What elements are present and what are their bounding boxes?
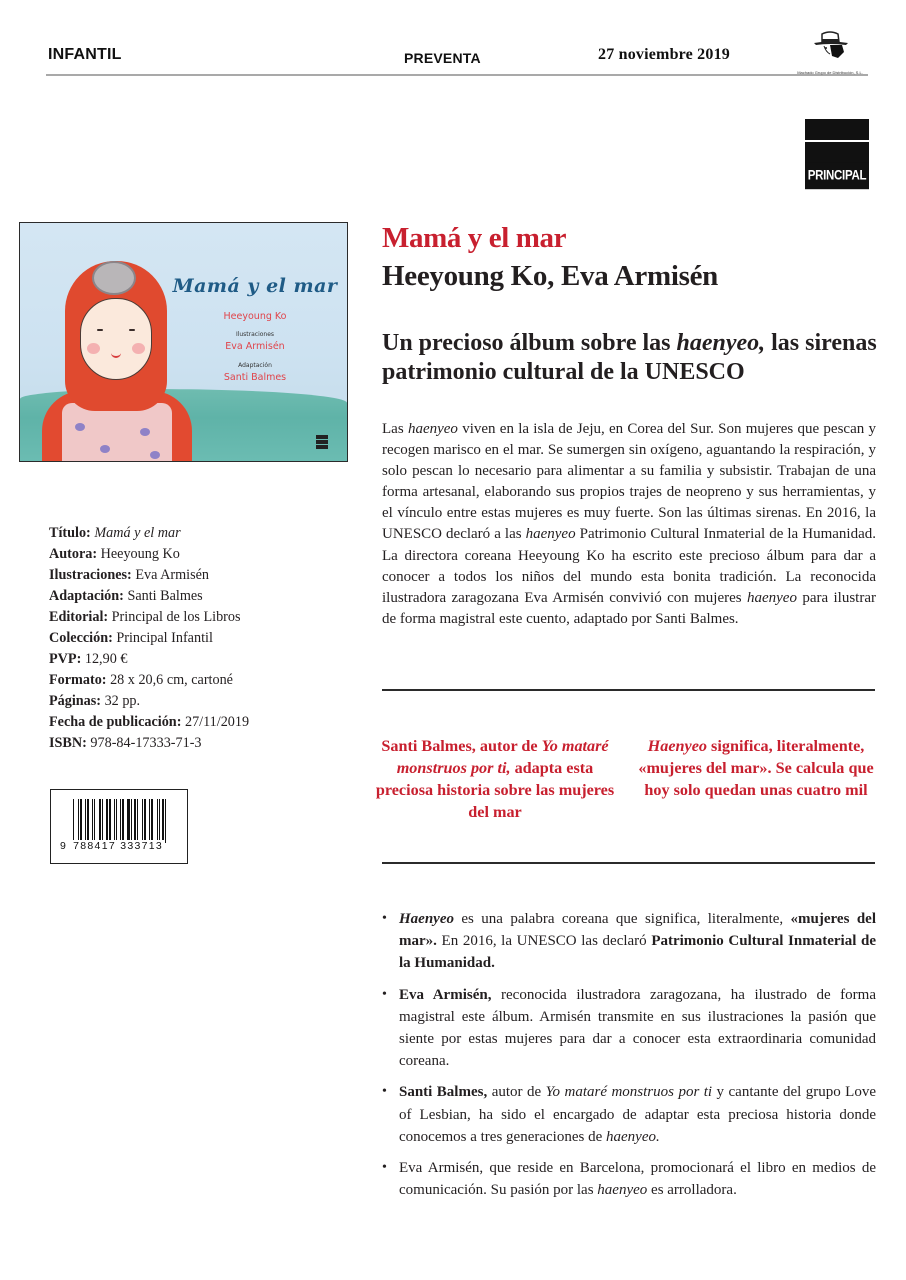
sheet-value: 28 x 20,6 cm, cartoné	[110, 672, 233, 688]
subtitle-headline	[382, 329, 882, 387]
list-item	[382, 984, 876, 1073]
bullet-icon: •	[382, 1084, 387, 1100]
cover-illustrations-label: Ilustraciones	[235, 331, 275, 338]
quote-text: significa, literalmente, «mujeres del mar». Se calcula que hoy solo quedan unas cuatro mil	[638, 737, 874, 799]
sheet-row-isbn	[49, 733, 349, 754]
item-text: autor de	[487, 1084, 546, 1101]
distributor-caption: Machado Grupo de Distribución, S.L.	[797, 70, 863, 75]
item-text: En 2016, la UNESCO las declaró	[436, 933, 652, 950]
item-bold: «mujeres del mar».	[399, 911, 876, 950]
sheet-label: Colección:	[49, 630, 113, 646]
item-bold: Patrimonio Cultural Inmaterial de la Humanidad.	[399, 933, 876, 972]
sheet-label: Formato:	[49, 672, 107, 688]
sheet-row-pubdate	[49, 712, 349, 733]
sheet-label: Páginas:	[49, 693, 102, 709]
item-text: y cantante del grupo Love of Lesbian, ha sido el encargado de adaptar esta preciosa historia donde conocemos a tres generaciones de	[399, 1084, 877, 1145]
item-bold: Eva Armisén,	[399, 986, 492, 1003]
synopsis-italic: haenyeo	[746, 589, 797, 606]
distributor-logo	[790, 30, 870, 74]
item-italic: haenyeo	[597, 1182, 648, 1199]
sheet-value: 32 pp.	[104, 693, 141, 709]
publisher-logo	[805, 119, 869, 190]
sheet-row-publisher	[49, 607, 349, 628]
sheet-label: Ilustraciones:	[49, 567, 132, 583]
bullet-icon: •	[382, 1160, 387, 1176]
sheet-row-illustrations	[49, 565, 349, 586]
diving-mask	[92, 261, 136, 295]
vest-dot	[140, 428, 150, 436]
item-text: es arrolladora.	[647, 1182, 737, 1199]
vest-dot	[150, 451, 160, 459]
sheet-value: Eva Armisén	[135, 567, 209, 583]
subtitle-italic: haenyeo,	[676, 330, 766, 356]
sheet-row-collection	[49, 628, 349, 649]
list-item	[382, 908, 876, 975]
quote-text: Santi Balmes, autor de	[381, 737, 542, 755]
publisher-logo-text: PRINCIPAL	[805, 163, 869, 189]
eye	[97, 329, 103, 331]
synopsis-italic: haenyeo	[407, 421, 458, 437]
quotes-bottom-divider	[382, 862, 875, 864]
pull-quote-left	[375, 735, 615, 823]
pull-quote-right	[636, 735, 876, 801]
sheet-row-format	[49, 670, 349, 691]
sheet-value: 12,90 €	[84, 651, 128, 667]
mouth	[111, 351, 121, 358]
release-date: 27 noviembre 2019	[598, 46, 730, 63]
book-title: Mamá y el mar	[382, 222, 567, 254]
bullet-icon: •	[382, 911, 387, 926]
item-bold: Santi Balmes,	[399, 1084, 488, 1101]
book-data-sheet	[49, 523, 349, 754]
item-text: Eva Armisén, que reside en Barcelona, promocionará el libro en medios de comunicación. Su pasión por las	[399, 1160, 876, 1199]
header-divider	[46, 74, 868, 76]
item-text: reconocida ilustradora zaragozana, ha ilustrado de forma magistral este álbum. Armisén transmite en sus ilustraciones la pasión que siente por estas mujeres para dar a conocer esta extraordinaria comunidad coreana.	[399, 986, 876, 1070]
diver-face	[80, 298, 152, 380]
vest-dot	[75, 423, 85, 431]
list-item	[382, 1157, 876, 1201]
highlights-list	[382, 908, 876, 1210]
hat-man-icon	[808, 30, 852, 64]
sheet-value: 978-84-17333-71-3	[90, 735, 202, 751]
subtitle-text: las sirenas patrimonio cultural de la UNESCO	[382, 330, 877, 385]
sheet-label: PVP:	[49, 651, 82, 667]
sheet-value: Principal Infantil	[116, 630, 213, 646]
item-italic: haenyeo.	[606, 1128, 660, 1145]
synopsis-text: Patrimonio Cultural Inmaterial de la Humanidad. La directora coreana Heeyoung Ko ha escrito este precioso álbum para dar a conocer a todos los niños del mundo esta bonita tradición. La reconocida ilustradora zaragozana Eva Armisén convivió con mujeres	[382, 526, 876, 606]
barcode-bars	[73, 799, 167, 843]
sheet-value: Principal de los Libros	[111, 609, 241, 625]
quote-italic: Haenyeo	[647, 737, 707, 755]
sheet-label: Fecha de publicación:	[49, 714, 182, 730]
sheet-label: Título:	[49, 525, 91, 541]
cover-adapter: Santi Balmes	[223, 372, 287, 383]
sheet-row-title	[49, 523, 349, 544]
cheek	[132, 343, 145, 354]
sheet-label: Autora:	[49, 546, 98, 562]
synopsis-text: para ilustrar de forma magistral este cuento, adaptado por Santi Balmes.	[382, 589, 876, 627]
list-item	[382, 1081, 876, 1148]
sheet-label: Adaptación:	[49, 588, 124, 604]
eye	[129, 329, 135, 331]
vest-dot	[100, 445, 110, 453]
quotes-top-divider	[382, 689, 875, 691]
barcode-digits: 788417 333713	[73, 840, 164, 852]
sheet-row-author	[49, 544, 349, 565]
barcode-number	[59, 840, 164, 852]
barcode-first-digit: 9	[60, 840, 68, 852]
item-text: es una palabra coreana que significa, literalmente,	[453, 911, 791, 927]
synopsis-text: Las	[382, 421, 408, 437]
subtitle-text: Un precioso álbum sobre las	[382, 330, 677, 356]
cover-adaptation-label: Adaptación	[238, 362, 272, 369]
sheet-value: Mamá y el mar	[94, 525, 181, 541]
cheek	[87, 343, 100, 354]
sheet-value: Heeyoung Ko	[100, 546, 180, 562]
sheet-value: 27/11/2019	[184, 714, 250, 730]
cover-illustrator: Eva Armisén	[225, 341, 285, 352]
section-label: INFANTIL	[48, 46, 122, 63]
synopsis-italic: haenyeo	[525, 526, 576, 543]
cover-author: Heeyoung Ko	[223, 311, 287, 322]
sheet-value: Santi Balmes	[127, 588, 203, 604]
sheet-row-pages	[49, 691, 349, 712]
cover-publisher-logo	[316, 435, 328, 450]
book-authors: Heeyoung Ko, Eva Armisén	[382, 260, 718, 292]
sheet-label: ISBN:	[49, 735, 87, 751]
logo-block-middle	[805, 142, 869, 163]
synopsis-paragraph	[382, 419, 876, 630]
sheet-label: Editorial:	[49, 609, 109, 625]
logo-block-top	[805, 119, 869, 140]
bullet-icon: •	[382, 986, 387, 1002]
isbn-barcode	[50, 789, 188, 864]
item-italic: Yo mataré monstruos por ti	[545, 1084, 713, 1101]
status-label: PREVENTA	[404, 50, 481, 66]
sheet-row-price	[49, 649, 349, 670]
book-cover-image	[19, 222, 348, 462]
quote-text: adapta esta preciosa historia sobre las mujeres del mar	[375, 759, 615, 821]
cover-title: Mamá y el mar	[172, 275, 338, 297]
sheet-row-adaptation	[49, 586, 349, 607]
quote-italic: Yo mataré monstruos por ti,	[396, 737, 609, 777]
item-bold-italic: Haenyeo	[399, 911, 454, 927]
synopsis-text: viven en la isla de Jeju, en Corea del Sur. Son mujeres que pescan y recogen marisco en el mar. Se sumergen sin oxígeno, aguantando la respiración, y solo pescan lo necesario para alimentar a su familia y subsistir. Trabajan de una forma artesanal, elaborando sus propios trajes de neopreno y sus herramientas, y el vínculo entre estas mujeres es muy fuerte. Son las últimas sirenas. En 2016, la UNESCO declaró a las	[382, 421, 876, 543]
